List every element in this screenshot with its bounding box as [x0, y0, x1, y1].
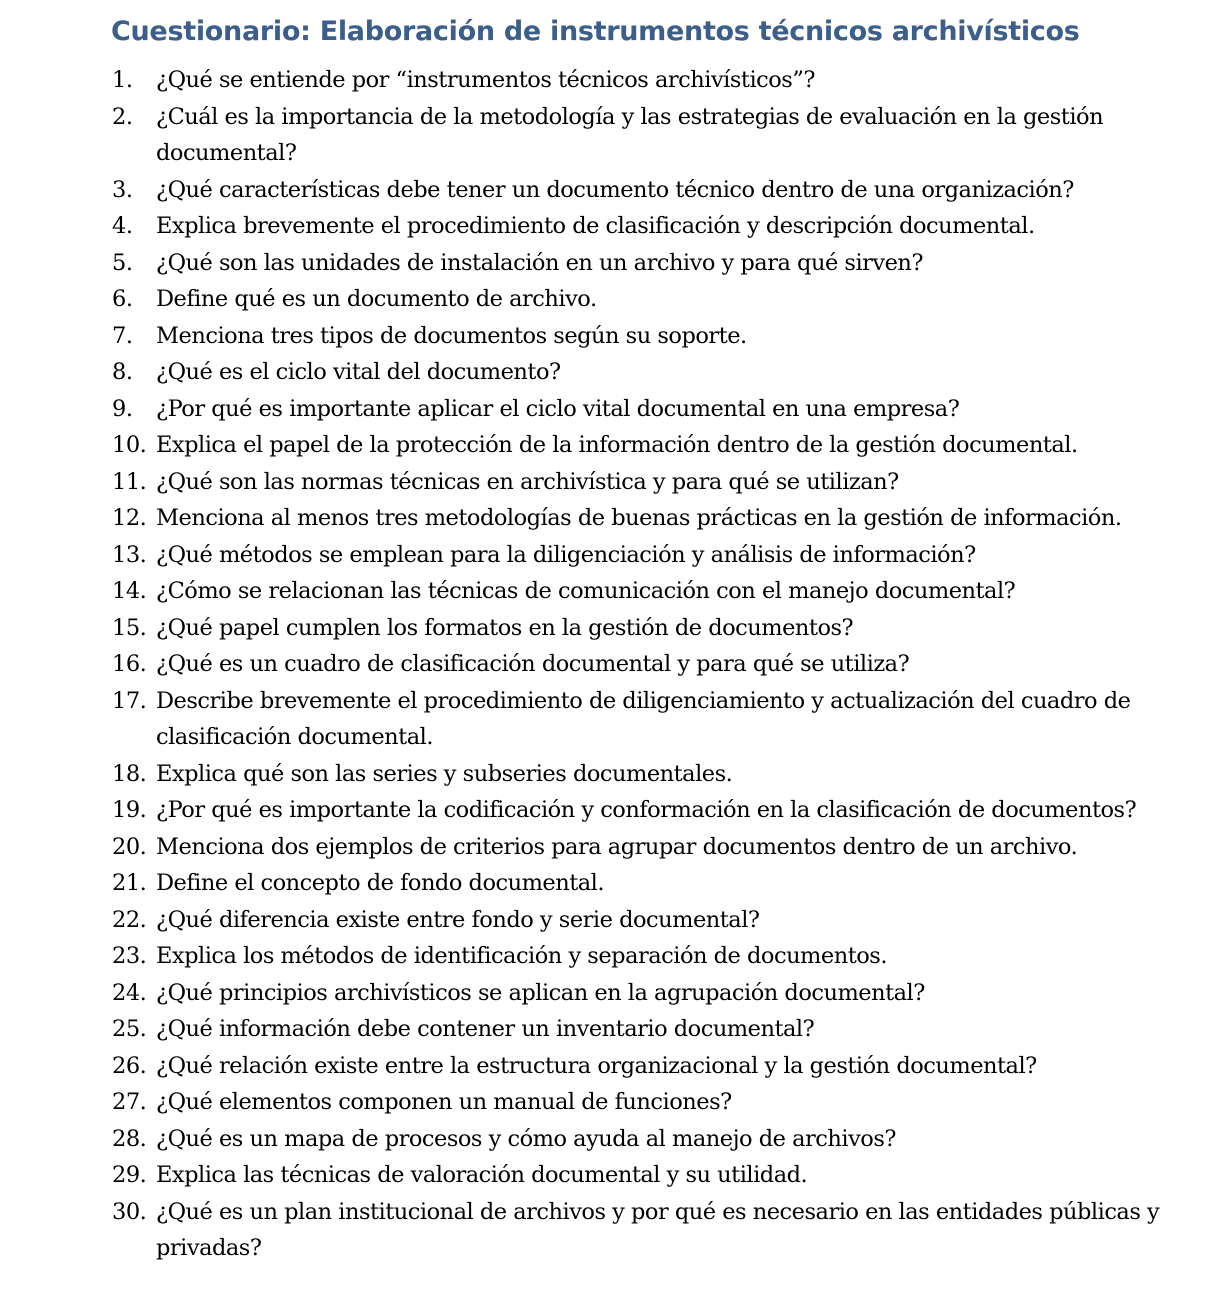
question-list: [0, 62, 1171, 1267]
question-text: ¿Qué métodos se emplean para la diligenciación y análisis de información?: [156, 541, 976, 568]
question-item: [0, 1011, 1171, 1048]
question-text: ¿Qué son las unidades de instalación en un archivo y para qué sirven?: [156, 249, 923, 276]
question-number: 14.: [112, 578, 147, 604]
question-text: Explica el papel de la protección de la información dentro de la gestión documental.: [156, 432, 1078, 458]
question-text: ¿Qué principios archivísticos se aplican en la agrupación documental?: [156, 979, 925, 1006]
question-item: [0, 537, 1171, 574]
question-number: 3.: [112, 176, 133, 203]
question-item: [0, 99, 1171, 172]
question-text: ¿Qué se entiende por “instrumentos técnicos archivísticos”?: [156, 67, 815, 93]
question-number: 24.: [112, 979, 147, 1006]
question-text: ¿Cómo se relacionan las técnicas de comunicación con el manejo documental?: [156, 578, 1016, 604]
question-number: 4.: [112, 213, 133, 239]
question-item: [0, 391, 1171, 428]
question-text: ¿Por qué es importante aplicar el ciclo vital documental en una empresa?: [156, 395, 960, 422]
question-number: 22.: [112, 906, 147, 933]
question-text: ¿Qué papel cumplen los formatos en la gestión de documentos?: [156, 614, 854, 641]
question-number: 7.: [112, 322, 133, 349]
question-item: [0, 902, 1171, 939]
question-text: ¿Qué es un cuadro de clasificación documental y para qué se utiliza?: [156, 651, 910, 677]
question-number: 16.: [112, 651, 147, 677]
question-item: [0, 1084, 1171, 1121]
question-text: Menciona al menos tres metodologías de buenas prácticas en la gestión de información.: [156, 505, 1122, 531]
question-item: [0, 1194, 1171, 1267]
question-text: ¿Por qué es importante la codificación y conformación en la clasificación de documentos?: [156, 797, 1137, 823]
question-text: ¿Qué diferencia existe entre fondo y serie documental?: [156, 906, 760, 933]
question-item: [0, 573, 1171, 610]
question-item: [0, 1157, 1171, 1194]
question-number: 1.: [112, 67, 133, 93]
question-text: Explica los métodos de identificación y separación de documentos.: [156, 943, 887, 969]
question-text: ¿Qué información debe contener un inventario documental?: [156, 1016, 815, 1042]
question-text: Describe brevemente el procedimiento de diligenciamiento y actualización del cuadro de clasificación documental.: [156, 687, 1131, 750]
question-item: [0, 1048, 1171, 1085]
question-number: 18.: [112, 760, 147, 787]
question-number: 6.: [112, 286, 133, 312]
question-text: ¿Qué elementos componen un manual de funciones?: [156, 1089, 732, 1115]
question-number: 29.: [112, 1162, 147, 1188]
question-number: 9.: [112, 395, 133, 422]
question-number: 28.: [112, 1125, 147, 1152]
question-text: ¿Qué es un mapa de procesos y cómo ayuda al manejo de archivos?: [156, 1125, 896, 1152]
question-number: 2.: [112, 103, 133, 130]
question-text: Explica las técnicas de valoración documental y su utilidad.: [156, 1162, 808, 1188]
question-item: [0, 245, 1171, 282]
question-item: [0, 1121, 1171, 1158]
question-item: [0, 865, 1171, 902]
question-number: 5.: [112, 249, 133, 276]
question-item: [0, 318, 1171, 355]
question-number: 26.: [112, 1052, 147, 1079]
question-text: Explica brevemente el procedimiento de clasificación y descripción documental.: [156, 213, 1035, 239]
question-text: ¿Cuál es la importancia de la metodología y las estrategias de evaluación en la gestión documental?: [156, 103, 1104, 166]
question-number: 20.: [112, 833, 147, 860]
question-text: ¿Qué son las normas técnicas en archivística y para qué se utilizan?: [156, 468, 899, 495]
question-number: 17.: [112, 687, 147, 714]
question-item: [0, 975, 1171, 1012]
question-number: 13.: [112, 541, 147, 568]
question-item: [0, 646, 1171, 683]
question-item: [0, 683, 1171, 756]
question-text: ¿Qué es el ciclo vital del documento?: [156, 359, 561, 385]
question-number: 11.: [112, 468, 147, 495]
question-number: 27.: [112, 1089, 147, 1115]
question-text: Menciona tres tipos de documentos según su soporte.: [156, 322, 747, 349]
question-item: [0, 829, 1171, 866]
question-item: [0, 172, 1171, 209]
question-item: [0, 208, 1171, 245]
question-item: [0, 281, 1171, 318]
question-number: 15.: [112, 614, 147, 641]
question-number: 10.: [112, 432, 147, 458]
question-number: 23.: [112, 943, 147, 969]
question-number: 19.: [112, 797, 147, 823]
question-text: ¿Qué es un plan institucional de archivos y por qué es necesario en las entidades públicas y privadas?: [156, 1198, 1160, 1261]
question-item: [0, 938, 1171, 975]
question-item: [0, 756, 1171, 793]
question-text: Define el concepto de fondo documental.: [156, 870, 605, 896]
question-text: Define qué es un documento de archivo.: [156, 286, 597, 312]
question-text: Menciona dos ejemplos de criterios para agrupar documentos dentro de un archivo.: [156, 833, 1078, 860]
question-item: [0, 354, 1171, 391]
question-number: 25.: [112, 1016, 147, 1042]
question-item: [0, 610, 1171, 647]
question-text: Explica qué son las series y subseries documentales.: [156, 760, 733, 787]
question-number: 12.: [112, 505, 147, 531]
question-item: [0, 427, 1171, 464]
question-number: 30.: [112, 1198, 147, 1225]
question-item: [0, 500, 1171, 537]
question-item: [0, 62, 1171, 99]
question-number: 8.: [112, 359, 133, 385]
document-title: Cuestionario: Elaboración de instrumentos técnicos archivísticos: [111, 16, 1080, 47]
question-number: 21.: [112, 870, 147, 896]
question-text: ¿Qué relación existe entre la estructura organizacional y la gestión documental?: [156, 1052, 1037, 1079]
question-item: [0, 464, 1171, 501]
question-text: ¿Qué características debe tener un documento técnico dentro de una organización?: [156, 176, 1074, 203]
question-item: [0, 792, 1171, 829]
